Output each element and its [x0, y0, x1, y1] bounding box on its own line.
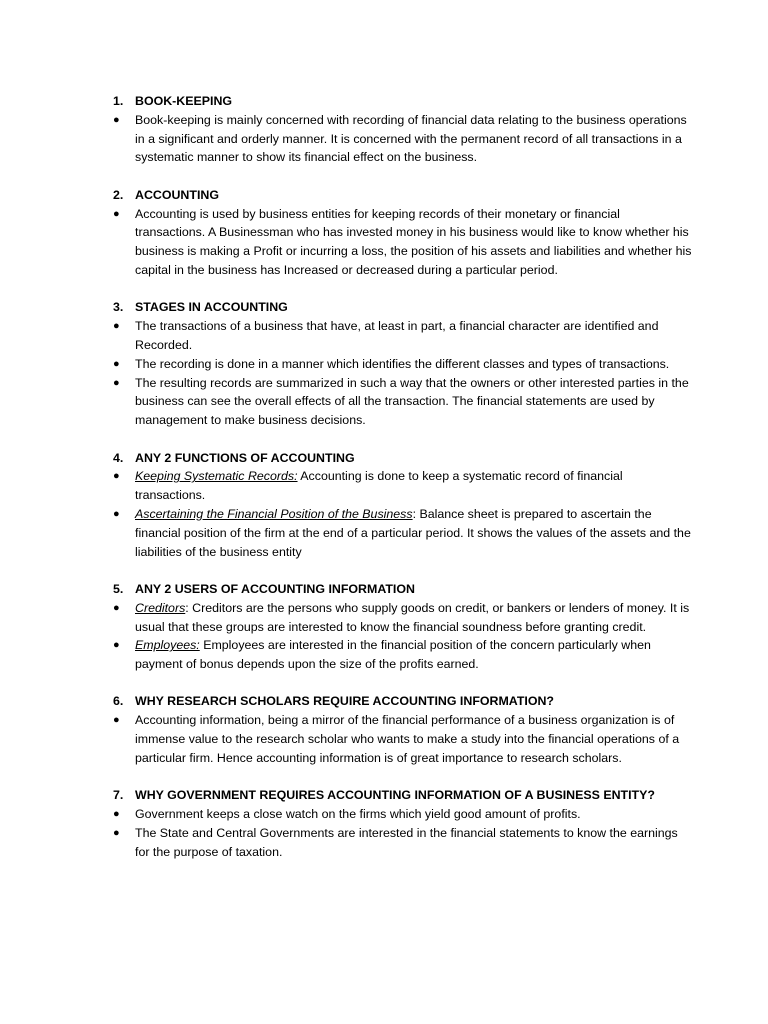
bullet-item [113, 467, 693, 505]
bullet-item [113, 355, 693, 374]
bullet-text: : Balance sheet is prepared to ascertain the financial position of the firm at the end of a particular period. It shows the values of the assets and the liabilities of the business entity [135, 506, 691, 559]
section-functions-of-accounting [113, 449, 693, 562]
section-number: 2. [113, 187, 124, 202]
bullet-icon: ● [113, 470, 120, 483]
section-title: STAGES IN ACCOUNTING [135, 300, 288, 315]
bullet-lead-term: Ascertaining the Financial Position of the Business [135, 506, 413, 521]
bullet-icon: ● [113, 808, 120, 821]
bullet-text: The recording is done in a manner which identifies the different classes and types of transactions. [135, 356, 670, 371]
bullet-icon: ● [113, 601, 120, 614]
bullet-text: The resulting records are summarized in such a way that the owners or other interested parties in the business can see the overall effects of all the transaction. The financial statements are used by management to make business decisions. [135, 375, 689, 428]
bullet-item [113, 636, 693, 674]
section-title: WHY RESEARCH SCHOLARS REQUIRE ACCOUNTING INFORMATION? [135, 694, 554, 709]
bullet-text: Government keeps a close watch on the firms which yield good amount of profits. [135, 807, 581, 822]
bullet-icon: ● [113, 320, 120, 333]
bullet-item [113, 711, 693, 767]
section-number: 4. [113, 450, 124, 465]
bullet-list [113, 317, 693, 430]
section-number: 5. [113, 581, 124, 596]
bullet-text: Employees are interested in the financial position of the concern particularly when payment of bonus depends upon the size of the profits earned. [135, 638, 651, 672]
bullet-list [113, 599, 693, 674]
bullet-icon: ● [113, 714, 120, 727]
bullet-list [113, 111, 693, 167]
bullet-list [113, 467, 693, 561]
section-research-scholars [113, 692, 693, 767]
bullet-item [113, 505, 693, 561]
bullet-text: The transactions of a business that have, at least in part, a financial character are identified and Recorded. [135, 319, 659, 352]
bullet-item [113, 805, 693, 824]
bullet-icon: ● [113, 207, 120, 220]
section-heading [113, 449, 693, 468]
bullet-icon: ● [113, 376, 120, 389]
bullet-item [113, 599, 693, 637]
section-stages-in-accounting [113, 298, 693, 430]
section-title: ANY 2 USERS OF ACCOUNTING INFORMATION [135, 581, 415, 596]
section-heading [113, 92, 693, 111]
bullet-item [113, 374, 693, 430]
bullet-item [113, 824, 693, 862]
bullet-item [113, 111, 693, 167]
bullet-icon: ● [113, 639, 120, 652]
section-users-of-accounting-information [113, 580, 693, 674]
bullet-list [113, 205, 693, 280]
bullet-text: Book-keeping is mainly concerned with recording of financial data relating to the business operations in a significant and orderly manner. It is concerned with the permanent record of all transactions in a systematic manner to show its financial effect on the business. [135, 112, 687, 165]
section-book-keeping [113, 92, 693, 167]
bullet-text: Accounting is done to keep a systematic record of financial transactions. [135, 469, 623, 503]
section-heading [113, 786, 693, 805]
section-heading [113, 580, 693, 599]
section-number: 7. [113, 788, 124, 803]
bullet-item [113, 317, 693, 355]
bullet-lead-term: Creditors [135, 600, 186, 615]
section-heading [113, 186, 693, 205]
section-title: BOOK-KEEPING [135, 94, 233, 108]
bullet-text: Accounting information, being a mirror of the financial performance of a business organization is of immense value to the research scholar who wants to make a study into the financial operations of a particular firm. Hence accounting information is of great importance to research scholars. [135, 713, 680, 765]
bullet-lead-term: Employees: [135, 638, 200, 653]
bullet-text: : Creditors are the persons who supply goods on credit, or bankers or lenders of money. It is usual that these groups are interested to know the financial soundness before granting credit. [135, 600, 690, 634]
bullet-text: The State and Central Governments are interested in the financial statements to know the earnings for the purpose of taxation. [135, 825, 678, 859]
section-heading [113, 692, 693, 711]
bullet-icon: ● [113, 357, 120, 370]
section-number: 3. [113, 300, 124, 315]
bullet-text: Accounting is used by business entities for keeping records of their monetary or financial transactions. A Businessman who has invested money in his business would like to know whether his business is making a Profit or incurring a loss, the position of his assets and liabilities and whether his capital in the business has Increased or decreased during a particular period. [135, 206, 692, 277]
bullet-icon: ● [113, 113, 120, 126]
bullet-icon: ● [113, 507, 120, 520]
bullet-lead-term: Keeping Systematic Records: [135, 469, 298, 484]
document-body [113, 92, 693, 880]
section-title: ANY 2 FUNCTIONS OF ACCOUNTING [135, 450, 355, 465]
section-heading [113, 298, 693, 317]
section-accounting [113, 186, 693, 280]
section-number: 6. [113, 694, 124, 709]
section-government [113, 786, 693, 861]
section-number: 1. [113, 94, 124, 108]
section-title: WHY GOVERNMENT REQUIRES ACCOUNTING INFORMATION OF A BUSINESS ENTITY? [135, 788, 655, 803]
section-title: ACCOUNTING [135, 187, 219, 202]
bullet-list [113, 711, 693, 767]
bullet-list [113, 805, 693, 861]
bullet-item [113, 205, 693, 280]
bullet-icon: ● [113, 826, 120, 839]
